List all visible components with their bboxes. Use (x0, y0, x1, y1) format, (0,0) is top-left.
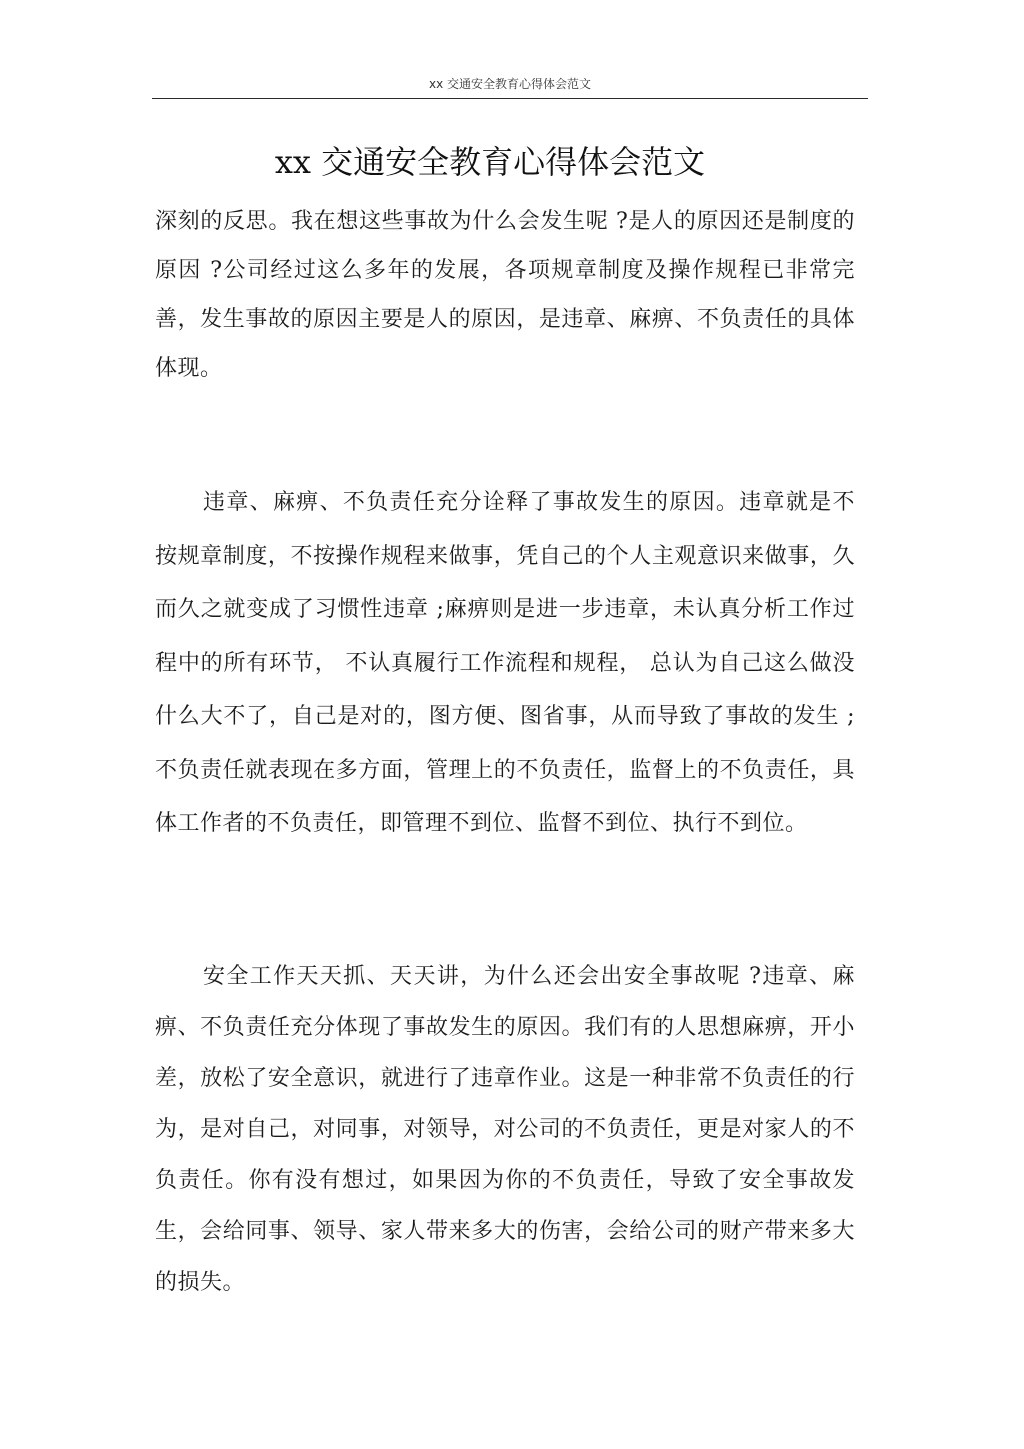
document-title: xx 交通安全教育心得体会范文 (274, 143, 706, 181)
paragraph-1: 深刻的反思。我在想这些事故为什么会发生呢 ?是人的原因还是制度的原因 ?公司经过这么多年的发展，各项规章制度及操作规程已非常完善，发生事故的原因主要是人的原因，是违章、麻痹、不负责任的具体体现。 (155, 209, 855, 381)
paragraph-3: 安全工作天天抓、天天讲，为什么还会出安全事故呢 ?违章、麻痹、不负责任充分体现了事故发生的原因。我们有的人思想麻痹，开小差，放松了安全意识，就进行了违章作业。这是一种非常不负责任的行为，是对自己，对同事，对领导，对公司的不负责任，更是对家人的不负责任。你有没有想过，如果因为你的不负责任，导致了安全事故发生，会给同事、领导、家人带来多大的伤害，会给公司的财产带来多大的损失。 (155, 964, 855, 1295)
running-header: xx 交通安全教育心得体会范文 (428, 77, 592, 91)
paragraph-2: 违章、麻痹、不负责任充分诠释了事故发生的原因。违章就是不按规章制度，不按操作规程来做事，凭自己的个人主观意识来做事，久而久之就变成了习惯性违章 ;麻痹则是进一步违章，未认真分析工作过程中的所有环节， 不认真履行工作流程和规程， 总认为自己这么做没什么大不了，自己是对的，图方便、图省事，从而导致了事故的发生 ;不负责任就表现在多方面，管理上的不负责任，监督上的不负责任，具体工作者的不负责任，即管理不到位、监督不到位、执行不到位。 (155, 490, 855, 836)
header-divider (152, 98, 868, 99)
